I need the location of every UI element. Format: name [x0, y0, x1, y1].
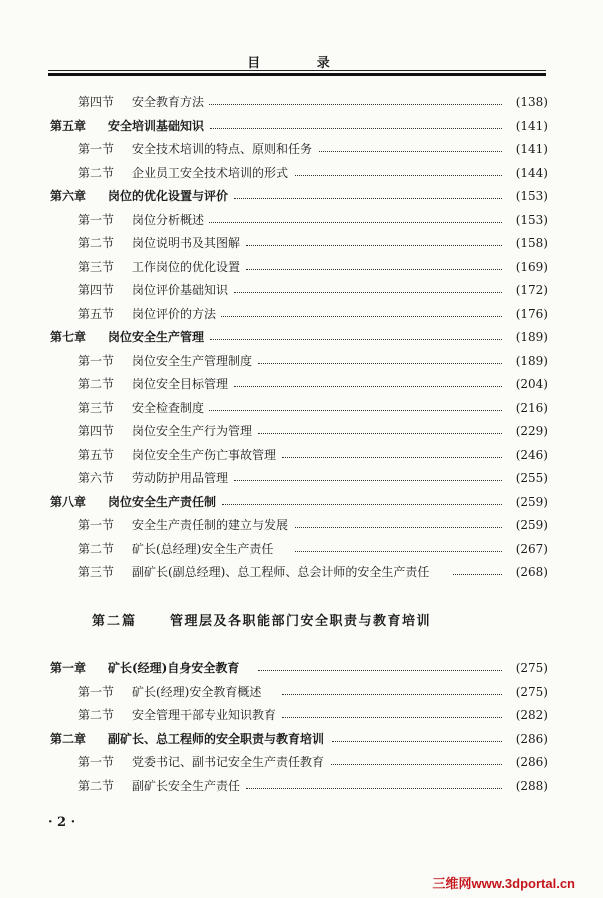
- dot-leader: [234, 198, 502, 199]
- watermark: 三维网www.3dportal.cn: [432, 876, 575, 891]
- toc-chapter-entry: [0, 327, 603, 347]
- section-title: 矿长(经理)安全教育概述: [132, 684, 262, 699]
- page-ref: (288): [515, 778, 548, 793]
- dot-leader: [331, 764, 502, 765]
- section-label: 第三节: [78, 565, 115, 579]
- header-rule-thick: [48, 73, 546, 76]
- dot-leader: [295, 175, 502, 176]
- toc-section-entry: [0, 562, 603, 582]
- chapter-title: 矿长(经理)自身安全教育: [108, 661, 240, 675]
- section-label: 第一节: [78, 212, 115, 227]
- toc-section-entry: [0, 752, 603, 772]
- toc-chapter-entry: [0, 492, 603, 512]
- page-ref: (229): [515, 424, 548, 438]
- chapter-label: 第二章: [50, 731, 87, 746]
- dot-leader: [234, 480, 502, 481]
- section-title: 岗位安全生产管理制度: [132, 353, 253, 368]
- toc-chapter-entry: [0, 729, 603, 749]
- section-title: 矿长(总经理)安全生产责任: [132, 541, 274, 556]
- page-ref: (176): [515, 306, 548, 321]
- section-title: 安全生产责任制的建立与发展: [132, 518, 289, 532]
- page-ref: (189): [515, 330, 548, 344]
- section-label: 第一节: [78, 353, 115, 368]
- dot-leader: [210, 339, 502, 340]
- section-label: 第六节: [78, 471, 115, 485]
- chapter-title: 安全培训基础知识: [108, 118, 205, 133]
- toc-chapter-entry: [0, 186, 603, 206]
- section-title: 安全教育方法: [132, 95, 205, 109]
- dot-leader: [209, 222, 502, 223]
- toc-section-entry: [0, 92, 603, 112]
- dot-leader: [209, 410, 502, 411]
- section-label: 第二节: [78, 165, 115, 180]
- header-rule-thin: [48, 70, 546, 71]
- dot-leader: [246, 788, 502, 789]
- chapter-title: 副矿长、总工程师的安全职责与教育培训: [108, 731, 325, 746]
- page-ref: (141): [515, 142, 548, 156]
- page-ref: (189): [515, 353, 548, 368]
- chapter-title: 岗位安全生产管理: [108, 330, 205, 344]
- toc-section-entry: [0, 421, 603, 441]
- dot-leader: [258, 363, 502, 364]
- dot-leader: [319, 151, 502, 152]
- section-title: 安全检查制度: [132, 400, 205, 415]
- dot-leader: [282, 457, 502, 458]
- section-title: 企业员工安全技术培训的形式: [132, 165, 289, 180]
- dot-leader: [234, 386, 502, 387]
- toc-section-entry: [0, 374, 603, 394]
- section-label: 第五节: [78, 447, 115, 462]
- section-label: 第一节: [78, 755, 115, 769]
- dot-leader: [246, 245, 502, 246]
- toc-section-entry: [0, 682, 603, 702]
- section-label: 第五节: [78, 306, 115, 321]
- dot-leader: [295, 527, 502, 528]
- section-label: 第一节: [78, 142, 115, 156]
- section-title: 安全管理干部专业知识教育: [132, 708, 277, 722]
- toc-chapter-entry: [0, 116, 603, 136]
- dot-leader: [282, 694, 502, 695]
- toc-section-entry: [0, 257, 603, 277]
- section-title: 副矿长安全生产责任: [132, 778, 241, 793]
- toc-section-entry: [0, 515, 603, 535]
- section-label: 第二节: [78, 541, 115, 556]
- dot-leader: [209, 104, 502, 105]
- dot-leader: [258, 433, 502, 434]
- page-ref: (286): [515, 755, 548, 769]
- chapter-label: 第六章: [50, 189, 87, 203]
- toc-section-entry: [0, 163, 603, 183]
- page-ref: (141): [515, 118, 548, 133]
- toc-section-entry: [0, 445, 603, 465]
- page-ref: (246): [515, 447, 548, 462]
- chapter-label: 第一章: [50, 661, 87, 675]
- chapter-label: 第五章: [50, 118, 87, 133]
- toc-section-entry: [0, 705, 603, 725]
- part-title: 管理层及各职能部门安全职责与教育培训: [170, 614, 432, 629]
- section-title: 岗位说明书及其图解: [132, 236, 241, 250]
- section-title: 岗位安全生产伤亡事故管理: [132, 447, 277, 462]
- section-title: 副矿长(副总经理)、总工程师、总会计师的安全生产责任: [132, 565, 430, 579]
- page-ref: (158): [515, 236, 548, 250]
- page-ref: (153): [515, 189, 548, 203]
- dot-leader: [258, 670, 502, 671]
- page-ref: (138): [515, 95, 548, 109]
- dot-leader: [210, 128, 502, 129]
- section-title: 党委书记、副书记安全生产责任教育: [132, 755, 325, 769]
- toc-section-entry: [0, 233, 603, 253]
- page-ref: (144): [515, 165, 548, 180]
- toc-section-entry: [0, 139, 603, 159]
- section-label: 第三节: [78, 400, 115, 415]
- page-ref: (169): [515, 259, 548, 274]
- page-ref: (204): [515, 377, 548, 391]
- section-title: 安全技术培训的特点、原则和任务: [132, 142, 313, 156]
- page-ref: (286): [515, 731, 548, 746]
- section-title: 工作岗位的优化设置: [132, 259, 241, 274]
- section-title: 岗位安全目标管理: [132, 377, 229, 391]
- page-header-title: 目 录: [247, 56, 356, 71]
- dot-leader: [221, 316, 502, 317]
- section-title: 岗位评价基础知识: [132, 283, 229, 297]
- page-ref: (216): [515, 400, 548, 415]
- section-title: 岗位分析概述: [132, 212, 205, 227]
- toc-section-entry: [0, 304, 603, 324]
- chapter-title: 岗位的优化设置与评价: [108, 189, 229, 203]
- page-ref: (282): [515, 708, 548, 722]
- section-label: 第二节: [78, 708, 115, 722]
- page-ref: (172): [515, 283, 548, 297]
- section-label: 第四节: [78, 95, 115, 109]
- section-label: 第二节: [78, 377, 115, 391]
- dot-leader: [295, 551, 502, 552]
- section-label: 第一节: [78, 518, 115, 532]
- chapter-label: 第八章: [50, 494, 87, 509]
- dot-leader: [234, 292, 502, 293]
- section-label: 第四节: [78, 283, 115, 297]
- toc-section-entry: [0, 351, 603, 371]
- section-label: 第二节: [78, 236, 115, 250]
- page-ref: (153): [515, 212, 548, 227]
- chapter-label: 第七章: [50, 330, 87, 344]
- page-number: · 2 ·: [48, 815, 76, 830]
- dot-leader: [453, 574, 502, 575]
- page-ref: (259): [515, 518, 548, 532]
- dot-leader: [222, 504, 502, 505]
- page-ref: (259): [515, 494, 548, 509]
- section-title: 劳动防护用品管理: [132, 471, 229, 485]
- toc-section-entry: [0, 539, 603, 559]
- page-ref: (268): [515, 565, 548, 579]
- part-label: 第二篇: [92, 614, 138, 629]
- toc-section-entry: [0, 398, 603, 418]
- page-ref: (275): [515, 684, 548, 699]
- page-ref: (275): [515, 661, 548, 675]
- section-label: 第一节: [78, 684, 115, 699]
- dot-leader: [332, 741, 502, 742]
- section-title: 岗位评价的方法: [132, 306, 217, 321]
- section-label: 第三节: [78, 259, 115, 274]
- toc-section-entry: [0, 210, 603, 230]
- page-ref: (255): [515, 471, 548, 485]
- toc-chapter-entry: [0, 658, 603, 678]
- dot-leader: [282, 717, 502, 718]
- toc-section-entry: [0, 468, 603, 488]
- section-title: 岗位安全生产行为管理: [132, 424, 253, 438]
- toc-section-entry: [0, 776, 603, 796]
- dot-leader: [246, 269, 502, 270]
- page-ref: (267): [515, 541, 548, 556]
- section-label: 第二节: [78, 778, 115, 793]
- toc-section-entry: [0, 280, 603, 300]
- section-label: 第四节: [78, 424, 115, 438]
- chapter-title: 岗位安全生产责任制: [108, 494, 217, 509]
